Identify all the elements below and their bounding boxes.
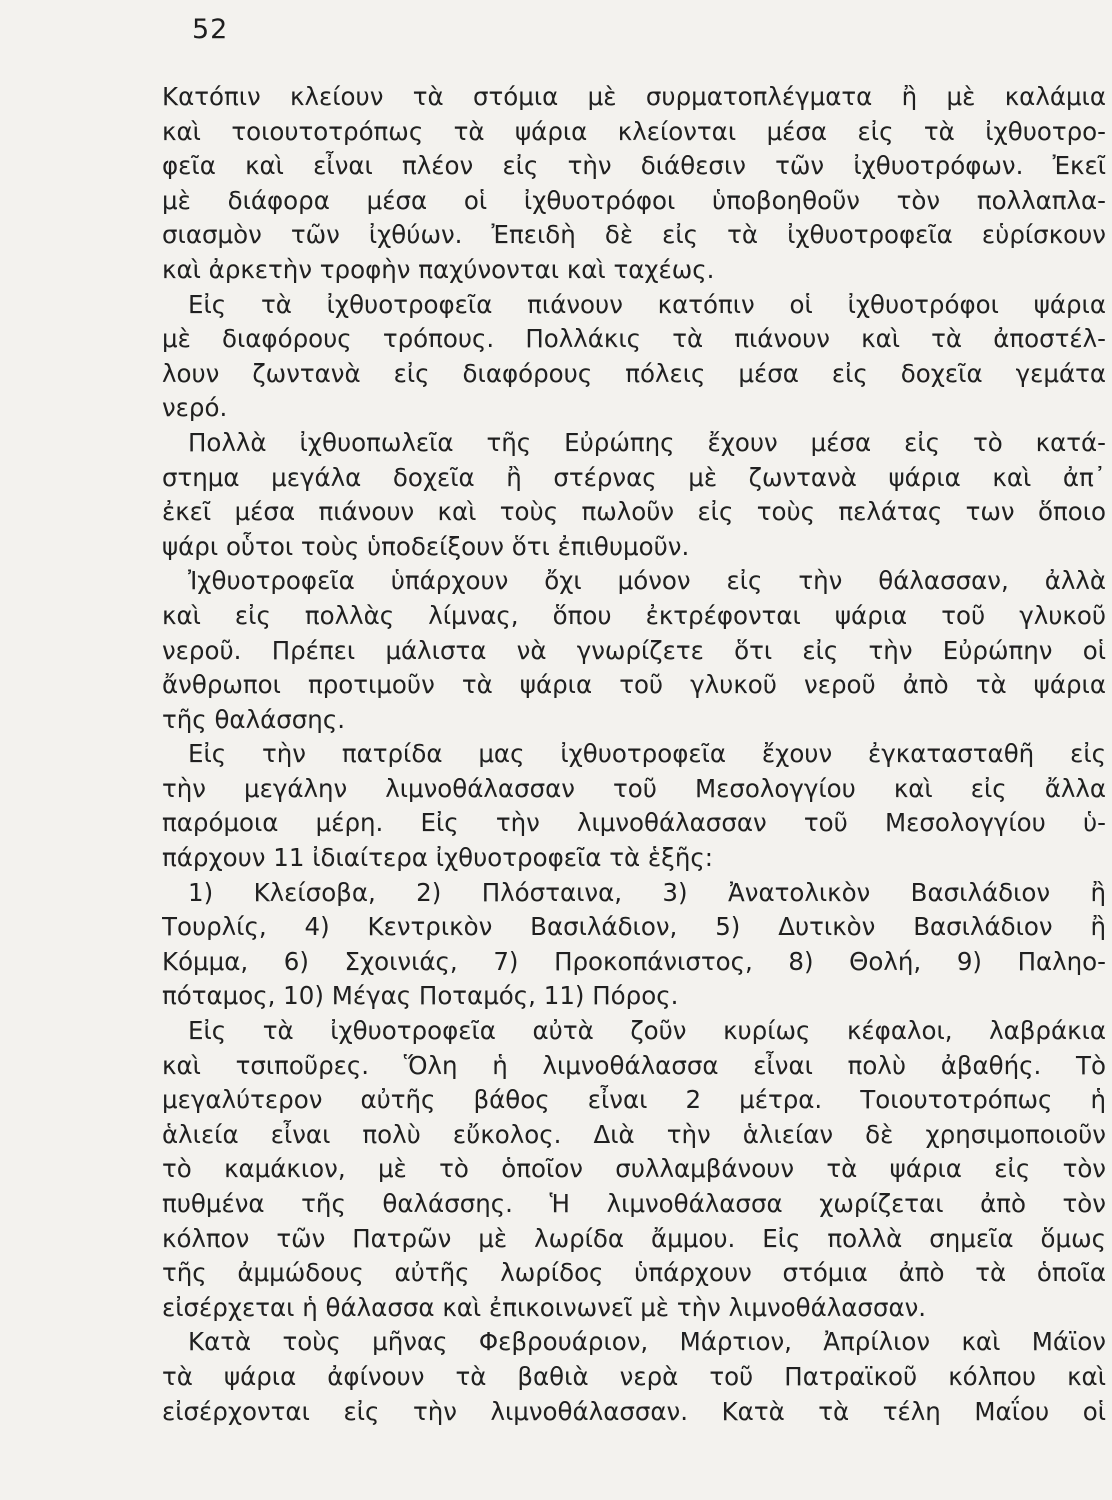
text-line: τῆς ἀμμώδους αὐτῆς λωρίδος ὑπάρχουν στόμια ἀπὸ τὰ ὁποῖα [162,1258,1106,1288]
text-line: μὲ διάφορα μέσα οἱ ἰχθυοτρόφοι ὑποβοηθοῦν τὸν πολλαπλα- [162,185,1106,215]
text-line: τὴν μεγάλην λιμνοθάλασσαν τοῦ Μεσολογγίου καὶ εἰς ἄλλα [162,773,1106,803]
text-line: Κατόπιν κλείουν τὰ στόμια μὲ συρματοπλέγματα ἢ μὲ καλάμια [162,82,1106,111]
text-line: λουν ζωντανὰ εἰς διαφόρους πόλεις μέσα εἰς δοχεῖα γεμάτα [162,358,1106,388]
text-line: Κατὰ τοὺς μῆνας Φεβρουάριον, Μάρτιον, Ἀπρίλιον καὶ Μάϊον [188,1327,1106,1357]
text-line: μὲ διαφόρους τρόπους. Πολλάκις τὰ πιάνουν καὶ τὰ ἀποστέλ- [162,324,1106,354]
text-line: εἰσέρχεται ἡ θάλασσα καὶ ἐπικοινωνεῖ μὲ τὴν λιμνοθάλασσαν. [162,1292,927,1322]
text-line: ψάρι οὗτοι τοὺς ὑποδείξουν ὅτι ἐπιθυμοῦν. [162,531,690,561]
page-number: 52 [192,14,229,45]
text-line: στημα μεγάλα δοχεῖα ἢ στέρνας μὲ ζωντανὰ ψάρια καὶ ἀπ᾽ [162,462,1106,492]
body-text [162,80,1106,1429]
text-line: πάρχουν 11 ἰδιαίτερα ἰχθυοτροφεῖα τὰ ἑξῆς: [162,843,713,873]
text-line: νεροῦ. Πρέπει μάλιστα νὰ γνωρίζετε ὅτι εἰς τὴν Εὐρώπην οἱ [162,635,1106,665]
text-line: ἄνθρωποι προτιμοῦν τὰ ψάρια τοῦ γλυκοῦ νεροῦ ἀπὸ τὰ ψάρια [162,670,1106,700]
text-line: πόταμος, 10) Μέγας Ποταμός, 11) Πόρος. [162,981,679,1011]
text-line: τῆς θαλάσσης. [162,704,345,734]
text-line: νερό. [162,393,228,423]
text-line: Εἰς τὴν πατρίδα μας ἰχθυοτροφεῖα ἔχουν ἐγκατασταθῆ εἰς [188,739,1106,769]
text-line: κόλπον τῶν Πατρῶν μὲ λωρίδα ἄμμου. Εἰς πολλὰ σημεῖα ὅμως [162,1223,1106,1253]
text-line: σιασμὸν τῶν ἰχθύων. Ἐπειδὴ δὲ εἰς τὰ ἰχθυοτροφεῖα εὑρίσκουν [162,220,1106,250]
text-line: παρόμοια μέρη. Εἰς τὴν λιμνοθάλασσαν τοῦ Μεσολογγίου ὑ- [162,808,1106,838]
text-line: Πολλὰ ἰχθυοπωλεῖα τῆς Εὐρώπης ἔχουν μέσα εἰς τὸ κατά- [188,427,1106,457]
text-line: εἰσέρχονται εἰς τὴν λιμνοθάλασσαν. Κατὰ τὰ τέλη Μαΐου οἱ [162,1396,1106,1426]
text-line: πυθμένα τῆς θαλάσσης. Ἡ λιμνοθάλασσα χωρίζεται ἀπὸ τὸν [162,1189,1106,1218]
text-line: Εἰς τὰ ἰχθυοτροφεῖα πιάνουν κατόπιν οἱ ἰχθυοτρόφοι ψάρια [188,289,1106,319]
text-line: Τουρλίς, 4) Κεντρικὸν Βασιλάδιον, 5) Δυτικὸν Βασιλάδιον ἢ [162,912,1106,942]
text-line: Ἰχθυοτροφεῖα ὑπάρχουν ὄχι μόνον εἰς τὴν θάλασσαν, ἀλλὰ [188,566,1106,596]
text-line: καὶ εἰς πολλὰς λίμνας, ὅπου ἐκτρέφονται ψάρια τοῦ γλυκοῦ [162,600,1106,630]
text-line: καὶ τοιουτοτρόπως τὰ ψάρια κλείονται μέσα εἰς τὰ ἰχθυοτρο- [162,116,1106,146]
text-line: τὰ ψάρια ἀφίνουν τὰ βαθιὰ νερὰ τοῦ Πατραϊκοῦ κόλπου καὶ [162,1361,1106,1391]
text-line: καὶ τσιποῦρες. Ὅλη ἡ λιμνοθάλασσα εἶναι πολὺ ἀβαθής. Τὸ [162,1050,1106,1080]
text-line: ἐκεῖ μέσα πιάνουν καὶ τοὺς πωλοῦν εἰς τοὺς πελάτας των ὅποιο [162,497,1106,527]
text-line: Εἰς τὰ ἰχθυοτροφεῖα αὐτὰ ζοῦν κυρίως κέφαλοι, λαβράκια [188,1016,1106,1046]
text-line: ἁλιεία εἶναι πολὺ εὔκολος. Διὰ τὴν ἁλιείαν δὲ χρησιμοποιοῦν [162,1119,1106,1149]
text-line: φεῖα καὶ εἶναι πλέον εἰς τὴν διάθεσιν τῶν ἰχθυοτρόφων. Ἐκεῖ [162,151,1106,181]
text-line: μεγαλύτερον αὐτῆς βάθος εἶναι 2 μέτρα. Τοιουτοτρόπως ἡ [162,1085,1106,1115]
text-line: 1) Κλείσοβα, 2) Πλόσταινα, 3) Ἀνατολικὸν Βασιλάδιον ἢ [188,877,1106,907]
text-line: καὶ ἀρκετὴν τροφὴν παχύνονται καὶ ταχέως. [162,254,715,284]
text-line: τὸ καμάκιον, μὲ τὸ ὁποῖον συλλαμβάνουν τὰ ψάρια εἰς τὸν [162,1154,1106,1184]
text-line: Κόμμα, 6) Σχοινιάς, 7) Προκοπάνιστος, 8) Θολή, 9) Παληο- [162,946,1106,976]
